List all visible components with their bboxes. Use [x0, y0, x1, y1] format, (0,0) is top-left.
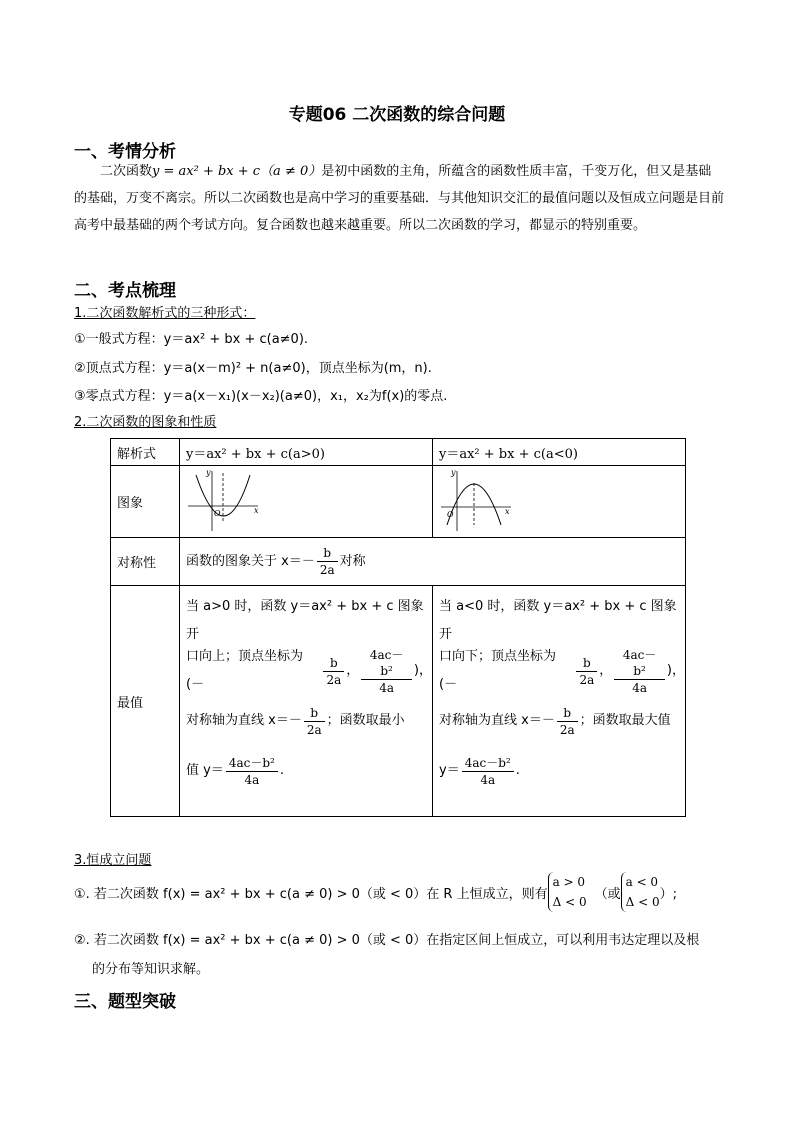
hengcheng-heading: 3.恒成立问题	[74, 853, 152, 868]
graph-negative-cell	[433, 466, 686, 538]
extremum-positive-cell	[180, 586, 433, 817]
symmetry-pre: 函数的图象关于 x＝－	[186, 554, 315, 569]
extremum-negative-cell	[433, 586, 686, 817]
origin-label: O	[447, 509, 454, 519]
row-label-symmetry: 对称性	[111, 538, 180, 586]
symmetry-cell	[180, 538, 686, 586]
intro-formula: y = ax² + bx + c（a ≠ 0）	[152, 164, 322, 179]
neg-line-3: 对称轴为直线 x＝－ $\frac{b}{2a}$ ；函数取最大值	[439, 705, 671, 737]
col-header-negative: y＝ax² + bx + c(a<0)	[433, 439, 686, 466]
x-label: x	[505, 506, 510, 516]
table-heading: 2.二次函数的图象和性质	[74, 415, 217, 430]
y-label: y	[206, 467, 211, 477]
general-form: ①一般式方程：y＝ax² + bx + c(a≠0).	[74, 332, 309, 347]
row-label-graph: 图象	[111, 466, 180, 538]
section-heading-points: 二、考点梳理	[74, 281, 176, 301]
origin-label: O	[214, 508, 221, 518]
section-heading-analysis: 一、考情分析	[74, 142, 176, 162]
zero-form: ③零点式方程：y＝a(x－x₁)(x－x₂)(a≠0)，x₁，x₂为f(x)的零点.	[74, 389, 448, 404]
intro-lead: 二次函数	[100, 164, 153, 179]
symmetry-fraction: $\frac{b}{2a}$	[317, 545, 338, 578]
vertex-form: ②顶点式方程：y＝a(x－m)² + n(a≠0)，顶点坐标为(m，n).	[74, 361, 432, 376]
pos-line-1: 当 a>0 时，函数 y＝ax² + bx + c 图象开	[186, 599, 424, 642]
neg-line-2: 口向下；顶点坐标为 (－ $\frac{b}{2a}$ ， $\frac{\text{4ac－b²}}{4a}$ )，	[439, 647, 685, 695]
graph-positive-cell	[180, 466, 433, 538]
neg-line-1: 当 a<0 时，函数 y＝ax² + bx + c 图象开	[439, 599, 677, 642]
hengcheng-item-2-line-1: ②. 若二次函数 f(x) = ax² + bx + c(a ≠ 0) > 0（或 < 0）在指定区间上恒成立，可以利用韦达定理以及根	[74, 933, 700, 948]
hengcheng-item-1: ①. 若二次函数 f(x) = ax² + bx + c(a ≠ 0) > 0（或 < 0）在 R 上恒成立，则有 a > 0 Δ < 0 （或 a < 0 Δ < 0 ）;	[74, 872, 677, 912]
neg-line-4: y＝ $\frac{\text{4ac－b²}}{4a}$ .	[439, 755, 520, 787]
condition-brace-1: a > 0 Δ < 0	[548, 872, 587, 912]
condition-brace-2: a < 0 Δ < 0	[621, 872, 660, 912]
pos-line-4: 值 y＝ $\frac{\text{4ac－b²}}{4a}$ .	[186, 755, 284, 787]
intro-paragraph	[74, 158, 724, 239]
downward-parabola-graph	[439, 467, 519, 533]
row-label-extremum: 最值	[111, 586, 180, 817]
symmetry-post: 对称	[339, 554, 366, 569]
pos-line-2: 口向上；顶点坐标为 (－ $\frac{b}{2a}$ ， $\frac{\text{4ac－b²}}{4a}$ )，	[186, 647, 432, 695]
intro-rest: 是初中函数的主角，所蕴含的函数性质丰富，千变万化，但又是基础的基础，万变不离宗。所以二次函数也是高中学习的重要基础．与其他知识交汇的最值问题以及恒成立问题是目前高考中最基础的两个考试方向。复合函数也越来越重要。所以二次函数的学习，都显示的特别重要。	[74, 164, 725, 233]
pos-line-3: 对称轴为直线 x＝－ $\frac{b}{2a}$ ；函数取最小	[186, 705, 405, 737]
section-heading-types: 三、题型突破	[74, 992, 176, 1012]
hengcheng-item-2-line-2: 的分布等知识求解。	[92, 962, 210, 977]
forms-heading: 1.二次函数解析式的三种形式：	[74, 306, 256, 321]
x-label: x	[254, 505, 259, 515]
upward-parabola-graph	[186, 467, 266, 533]
row-label-expression: 解析式	[111, 439, 180, 466]
properties-table	[110, 438, 686, 817]
page-title: 专题06 二次函数的综合问题	[288, 105, 506, 125]
col-header-positive: y＝ax² + bx + c(a>0)	[180, 439, 433, 466]
y-label: y	[451, 467, 456, 477]
